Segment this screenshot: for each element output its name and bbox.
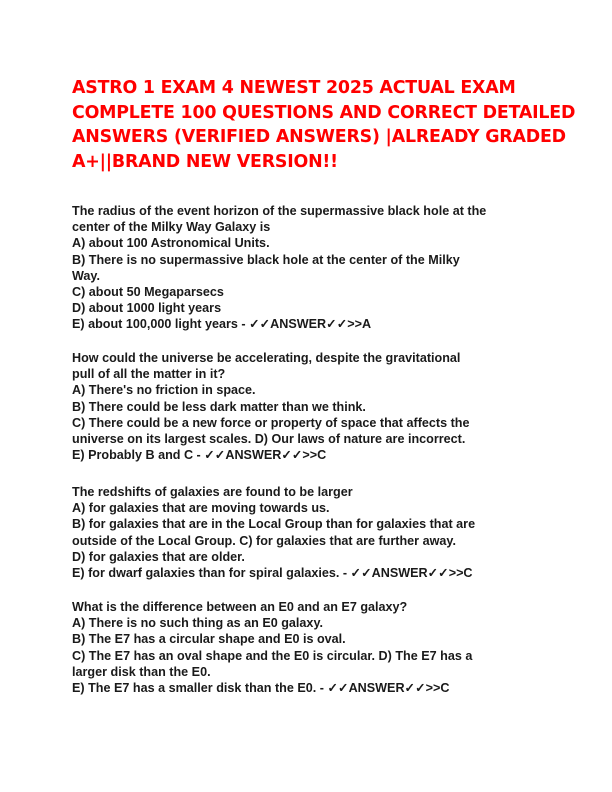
- title-line: COMPLETE 100 QUESTIONS AND CORRECT DETAILED: [72, 102, 576, 123]
- question-text: The radius of the event horizon of the supermassive black hole at the: [72, 204, 487, 218]
- document-title: [72, 76, 576, 174]
- question-block-2: [72, 350, 552, 463]
- option-a: A) about 100 Astronomical Units.: [72, 236, 270, 251]
- question-text: pull of all the matter in it?: [72, 367, 226, 382]
- option-b: B) There is no supermassive black hole at the center of the Milky: [72, 252, 460, 267]
- option-d: D) about 1000 light years: [72, 301, 222, 316]
- option-e-with-answer: E) Probably B and C - ✓✓ANSWER✓✓>>C: [72, 448, 327, 463]
- option-c-d: universe on its largest scales. D) Our laws of nature are incorrect.: [72, 432, 466, 447]
- question-block-1: [72, 203, 552, 333]
- option-d: D) for galaxies that are older.: [72, 549, 245, 564]
- title-line: A+||BRAND NEW VERSION!!: [72, 151, 338, 172]
- option-c: C) about 50 Megaparsecs: [72, 285, 224, 300]
- option-d: larger disk than the E0.: [72, 664, 211, 679]
- option-e-with-answer: E) about 100,000 light years - ✓✓ANSWER✓✓>>A: [72, 317, 372, 332]
- option-e-with-answer: E) The E7 has a smaller disk than the E0. - ✓✓ANSWER✓✓>>C: [72, 681, 450, 696]
- option-c: C) There could be a new force or property of space that affects the: [72, 415, 470, 430]
- question-block-3: [72, 484, 552, 581]
- option-b: Way.: [72, 268, 100, 283]
- option-b-c: outside of the Local Group. C) for galaxies that are further away.: [72, 533, 456, 548]
- option-a: A) There is no such thing as an E0 galaxy.: [72, 616, 324, 631]
- question-text: The redshifts of galaxies are found to be larger: [72, 485, 353, 499]
- question-text: What is the difference between an E0 and an E7 galaxy?: [72, 600, 408, 614]
- option-a: A) There's no friction in space.: [72, 383, 256, 398]
- option-c-d: C) The E7 has an oval shape and the E0 is circular. D) The E7 has a: [72, 648, 473, 663]
- option-a: A) for galaxies that are moving towards us.: [72, 501, 330, 516]
- question-text: center of the Milky Way Galaxy is: [72, 220, 271, 235]
- question-text: How could the universe be accelerating, despite the gravitational: [72, 351, 461, 365]
- title-line: ANSWERS (VERIFIED ANSWERS) |ALREADY GRADED: [72, 127, 566, 148]
- question-block-4: [72, 599, 552, 696]
- title-line: ASTRO 1 EXAM 4 NEWEST 2025 ACTUAL EXAM: [72, 78, 516, 98]
- option-e-with-answer: E) for dwarf galaxies than for spiral galaxies. - ✓✓ANSWER✓✓>>C: [72, 566, 473, 581]
- option-b: B) The E7 has a circular shape and E0 is oval.: [72, 632, 346, 647]
- option-b: B) There could be less dark matter than we think.: [72, 399, 366, 414]
- option-b: B) for galaxies that are in the Local Group than for galaxies that are: [72, 517, 476, 532]
